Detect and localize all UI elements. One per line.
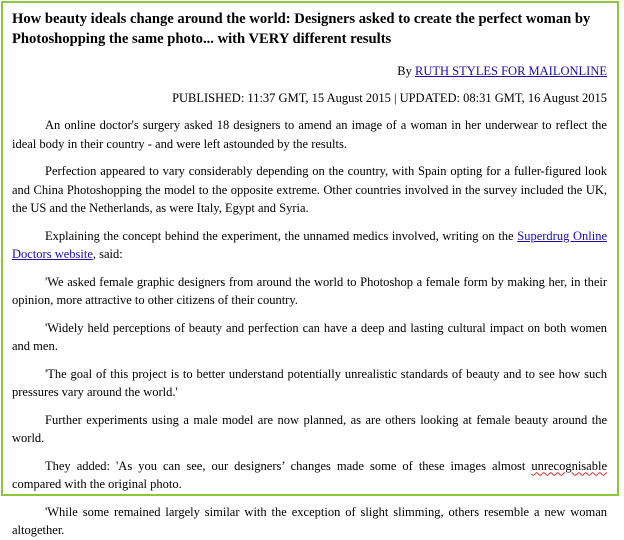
article-body	[3, 116, 617, 540]
paragraph-4: 'We asked female graphic designers from around the world to Photoshop a female form by making her, in their opinion, more attractive to other citizens of their country.	[12, 274, 607, 307]
article-frame	[1, 1, 619, 537]
paragraph-9: 'While some remained largely similar with the exception of slight slimming, others resemble a new woman altogether.	[12, 504, 607, 537]
byline-prefix: By	[397, 64, 415, 78]
paragraph-8-text-start: They added: 'As you can see, our designers’ changes made some of these images almost	[45, 458, 532, 473]
paragraph-7: Further experiments using a male model are now planned, as are others looking at female beauty around the world.	[12, 412, 607, 445]
paragraph-1: An online doctor's surgery asked 18 designers to amend an image of a woman in her underwear to reflect the ideal body in their country - and were left astounded by the results.	[12, 118, 607, 151]
byline	[3, 49, 617, 79]
paragraph-3-text-end: , said:	[92, 247, 123, 261]
paragraph-3	[12, 227, 607, 264]
article-headline: How beauty ideals change around the world: Designers asked to create the perfect woman by Photoshopping the same photo... with VERY different results	[12, 11, 591, 47]
paragraph-8-text-end: compared with the original photo.	[12, 477, 182, 491]
superdrug-link[interactable]: Superdrug Online Doctors website	[12, 228, 607, 261]
publish-dates: PUBLISHED: 11:37 GMT, 15 August 2015 | UPDATED: 08:31 GMT, 16 August 2015	[172, 91, 607, 105]
spellcheck-flagged-word[interactable]: unrecognisable	[531, 458, 607, 473]
paragraph-2: Perfection appeared to vary considerably depending on the country, with Spain opting for a fuller-figured look and China Photoshopping the model to the opposite extreme. Other countries involved in the survey included the UK, the US and the Netherlands, as were Italy, Egypt and Syria.	[12, 164, 607, 215]
paragraph-5: 'Widely held perceptions of beauty and perfection can have a deep and lasting cultural impact on both women and men.	[12, 320, 607, 353]
paragraph-8	[12, 457, 607, 494]
paragraph-6: 'The goal of this project is to better understand potentially unrealistic standards of beauty and to see how such pressures vary around the world.'	[12, 366, 607, 399]
author-link[interactable]: RUTH STYLES FOR MAILONLINE	[414, 64, 607, 78]
paragraph-3-text-start: Explaining the concept behind the experiment, the unnamed medics involved, writing on the	[45, 228, 518, 243]
